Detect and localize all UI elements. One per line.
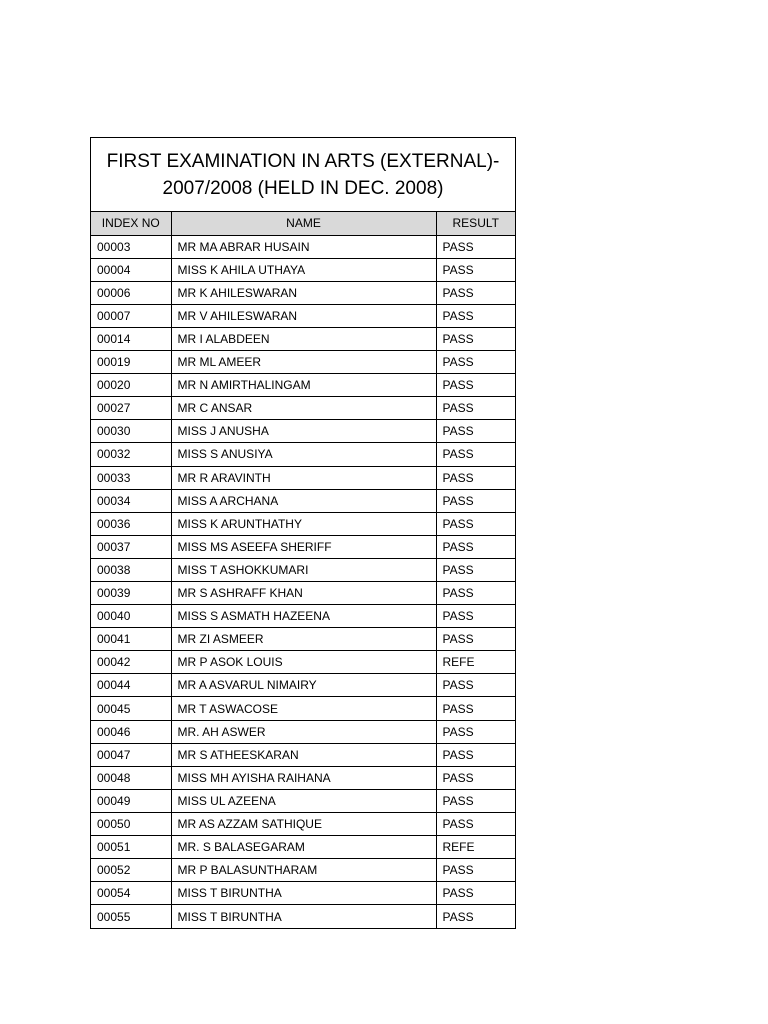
table-row [91, 466, 515, 489]
name-cell: MR K AHILESWARAN [171, 281, 436, 304]
table-row [91, 558, 515, 581]
title-line-1: FIRST EXAMINATION IN ARTS (EXTERNAL)- [106, 150, 500, 172]
name-cell: MR V AHILESWARAN [171, 304, 436, 327]
table-row [91, 836, 515, 859]
table-row [91, 859, 515, 882]
result-cell: PASS [436, 720, 515, 743]
name-cell: MR R ARAVINTH [171, 466, 436, 489]
table-row [91, 374, 515, 397]
result-cell: PASS [436, 374, 515, 397]
name-cell: MR MA ABRAR HUSAIN [171, 235, 436, 258]
result-cell: PASS [436, 628, 515, 651]
result-cell: REFE [436, 651, 515, 674]
header-result: RESULT [436, 212, 515, 235]
name-cell: MR T ASWACOSE [171, 697, 436, 720]
document-title [91, 138, 515, 212]
name-cell: MR P ASOK LOUIS [171, 651, 436, 674]
table-row [91, 743, 515, 766]
index-no-cell: 00051 [91, 836, 171, 859]
table-row [91, 489, 515, 512]
result-cell: PASS [436, 535, 515, 558]
name-cell: MR. AH ASWER [171, 720, 436, 743]
result-cell: PASS [436, 605, 515, 628]
result-cell: PASS [436, 512, 515, 535]
result-cell: PASS [436, 443, 515, 466]
table-row [91, 674, 515, 697]
result-cell: REFE [436, 836, 515, 859]
table-row [91, 905, 515, 928]
table-header-row [91, 212, 515, 235]
table-row [91, 420, 515, 443]
index-no-cell: 00040 [91, 605, 171, 628]
name-cell: MISS J ANUSHA [171, 420, 436, 443]
index-no-cell: 00044 [91, 674, 171, 697]
result-cell: PASS [436, 327, 515, 350]
results-table-body [91, 235, 515, 928]
name-cell: MISS K AHILA UTHAYA [171, 258, 436, 281]
name-cell: MR ML AMEER [171, 351, 436, 374]
result-cell: PASS [436, 304, 515, 327]
name-cell: MR C ANSAR [171, 397, 436, 420]
result-cell: PASS [436, 235, 515, 258]
table-row [91, 882, 515, 905]
result-cell: PASS [436, 258, 515, 281]
name-cell: MISS T ASHOKKUMARI [171, 558, 436, 581]
index-no-cell: 00052 [91, 859, 171, 882]
index-no-cell: 00041 [91, 628, 171, 651]
index-no-cell: 00030 [91, 420, 171, 443]
result-cell: PASS [436, 397, 515, 420]
index-no-cell: 00020 [91, 374, 171, 397]
index-no-cell: 00046 [91, 720, 171, 743]
index-no-cell: 00004 [91, 258, 171, 281]
index-no-cell: 00033 [91, 466, 171, 489]
name-cell: MISS S ANUSIYA [171, 443, 436, 466]
result-cell: PASS [436, 743, 515, 766]
table-row [91, 304, 515, 327]
table-row [91, 351, 515, 374]
result-cell: PASS [442, 909, 474, 924]
index-no-cell: 00055 [91, 905, 171, 928]
result-cell: PASS [436, 489, 515, 512]
index-no-cell: 00038 [91, 558, 171, 581]
index-no-cell: 00003 [91, 235, 171, 258]
table-row [91, 628, 515, 651]
result-cell: PASS [436, 420, 515, 443]
name-cell: MR N AMIRTHALINGAM [171, 374, 436, 397]
name-cell: MISS T BIRUNTHA [171, 882, 436, 905]
table-row [91, 697, 515, 720]
index-no-cell: 00049 [91, 789, 171, 812]
name-cell: MISS UL AZEENA [171, 789, 436, 812]
index-no-cell: 00027 [91, 397, 171, 420]
index-no-cell: 00007 [91, 304, 171, 327]
index-no-cell: 00047 [91, 743, 171, 766]
index-no-cell: 00036 [91, 512, 171, 535]
name-cell: MR A ASVARUL NIMAIRY [171, 674, 436, 697]
table-row [91, 789, 515, 812]
table-row [91, 235, 515, 258]
header-name: NAME [171, 212, 436, 235]
name-cell: MISS MS ASEEFA SHERIFF [171, 535, 436, 558]
table-row [91, 281, 515, 304]
result-cell: PASS [436, 859, 515, 882]
index-no-cell: 00054 [91, 882, 171, 905]
name-cell: MISS S ASMATH HAZEENA [171, 605, 436, 628]
title-line-2: 2007/2008 (HELD IN DEC. 2008) [162, 177, 444, 199]
results-table [91, 212, 515, 928]
index-no-cell: 00014 [91, 327, 171, 350]
index-no-cell: 00048 [91, 766, 171, 789]
table-row [91, 582, 515, 605]
name-cell: MISS A ARCHANA [171, 489, 436, 512]
table-row [91, 258, 515, 281]
index-no-cell: 00050 [91, 812, 171, 835]
name-cell: MR. S BALASEGARAM [171, 836, 436, 859]
result-cell: PASS [436, 466, 515, 489]
header-index-no: INDEX NO [91, 212, 171, 235]
result-cell: PASS [436, 766, 515, 789]
table-row [91, 720, 515, 743]
table-row [91, 397, 515, 420]
name-cell: MR S ASHRAFF KHAN [171, 582, 436, 605]
name-cell: MR S ATHEESKARAN [171, 743, 436, 766]
result-cell: PASS [436, 582, 515, 605]
name-cell: MISS K ARUNTHATHY [171, 512, 436, 535]
index-no-cell: 00037 [91, 535, 171, 558]
table-row [91, 605, 515, 628]
name-cell: MR ZI ASMEER [171, 628, 436, 651]
table-row [91, 512, 515, 535]
name-cell: MISS T BIRUNTHA [171, 905, 436, 928]
index-no-cell: 00032 [91, 443, 171, 466]
table-row [91, 535, 515, 558]
result-cell: PASS [436, 812, 515, 835]
index-no-cell: 00006 [91, 281, 171, 304]
name-cell: MR AS AZZAM SATHIQUE [171, 812, 436, 835]
table-row [91, 651, 515, 674]
table-row [91, 443, 515, 466]
table-row [91, 327, 515, 350]
result-cell: PASS [436, 674, 515, 697]
index-no-cell: 00045 [91, 697, 171, 720]
name-cell: MR P BALASUNTHARAM [171, 859, 436, 882]
result-cell: PASS [436, 882, 515, 905]
result-cell: PASS [436, 697, 515, 720]
result-cell: PASS [436, 789, 515, 812]
result-cell: PASS [436, 558, 515, 581]
name-cell: MISS MH AYISHA RAIHANA [171, 766, 436, 789]
index-no-cell: 00042 [91, 651, 171, 674]
name-cell: MR I ALABDEEN [171, 327, 436, 350]
table-row [91, 812, 515, 835]
index-no-cell: 00019 [91, 351, 171, 374]
table-row [91, 766, 515, 789]
result-cell: PASS [436, 281, 515, 304]
results-document [90, 137, 516, 929]
index-no-cell: 00039 [91, 582, 171, 605]
result-cell: PASS [436, 351, 515, 374]
index-no-cell: 00034 [91, 489, 171, 512]
